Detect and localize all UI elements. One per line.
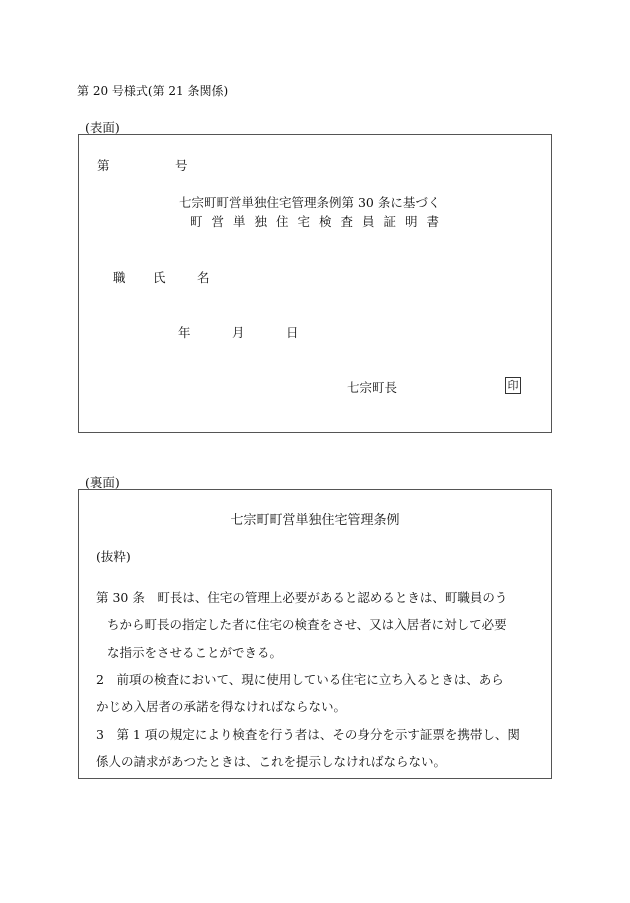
date-day-label: 日: [286, 325, 299, 340]
front-certificate-box: [78, 134, 552, 433]
date-month-label: 月: [232, 325, 245, 340]
certificate-number-suffix: 号: [175, 158, 188, 173]
front-side-label: (表面): [85, 120, 120, 135]
article-line: 3 第 1 項の規定により検査を行う者は、その身分を示す証票を携帯し、関: [96, 727, 520, 742]
article-line: 第 30 条 町長は、住宅の管理上必要があると認めるときは、町職員のう: [96, 590, 508, 605]
article-line: 2 前項の検査において、現に使用している住宅に立ち入るときは、あら: [96, 672, 504, 687]
issuer-name: 七宗町長: [347, 380, 398, 395]
ordinance-title: 七宗町町営単独住宅管理条例: [230, 513, 400, 528]
article-line: かじめ入居者の承諾を得なければならない。: [96, 699, 347, 714]
excerpt-label: (抜粋): [96, 549, 131, 564]
certificate-heading-line1: 七宗町町営単独住宅管理条例第 30 条に基づく: [179, 195, 441, 210]
article-line: 係人の請求があつたときは、これを提示しなければならない。: [96, 754, 447, 769]
name-label-suffix: 名: [197, 270, 210, 285]
post-label: 職: [113, 270, 126, 285]
back-side-label: (裏面): [85, 475, 120, 490]
article-line: な指示をさせることができる。: [107, 645, 283, 660]
certificate-heading-line2: 町営単独住宅検査員証明書: [190, 214, 449, 229]
article-line: ちから町長の指定した者に住宅の検査をさせ、又は入居者に対して必要: [107, 617, 507, 632]
certificate-number-prefix: 第: [97, 158, 110, 173]
name-label: 氏: [153, 270, 166, 285]
form-title: 第 20 号様式(第 21 条関係): [77, 84, 229, 98]
date-year-label: 年: [178, 325, 191, 340]
seal-mark: 印: [505, 377, 521, 394]
